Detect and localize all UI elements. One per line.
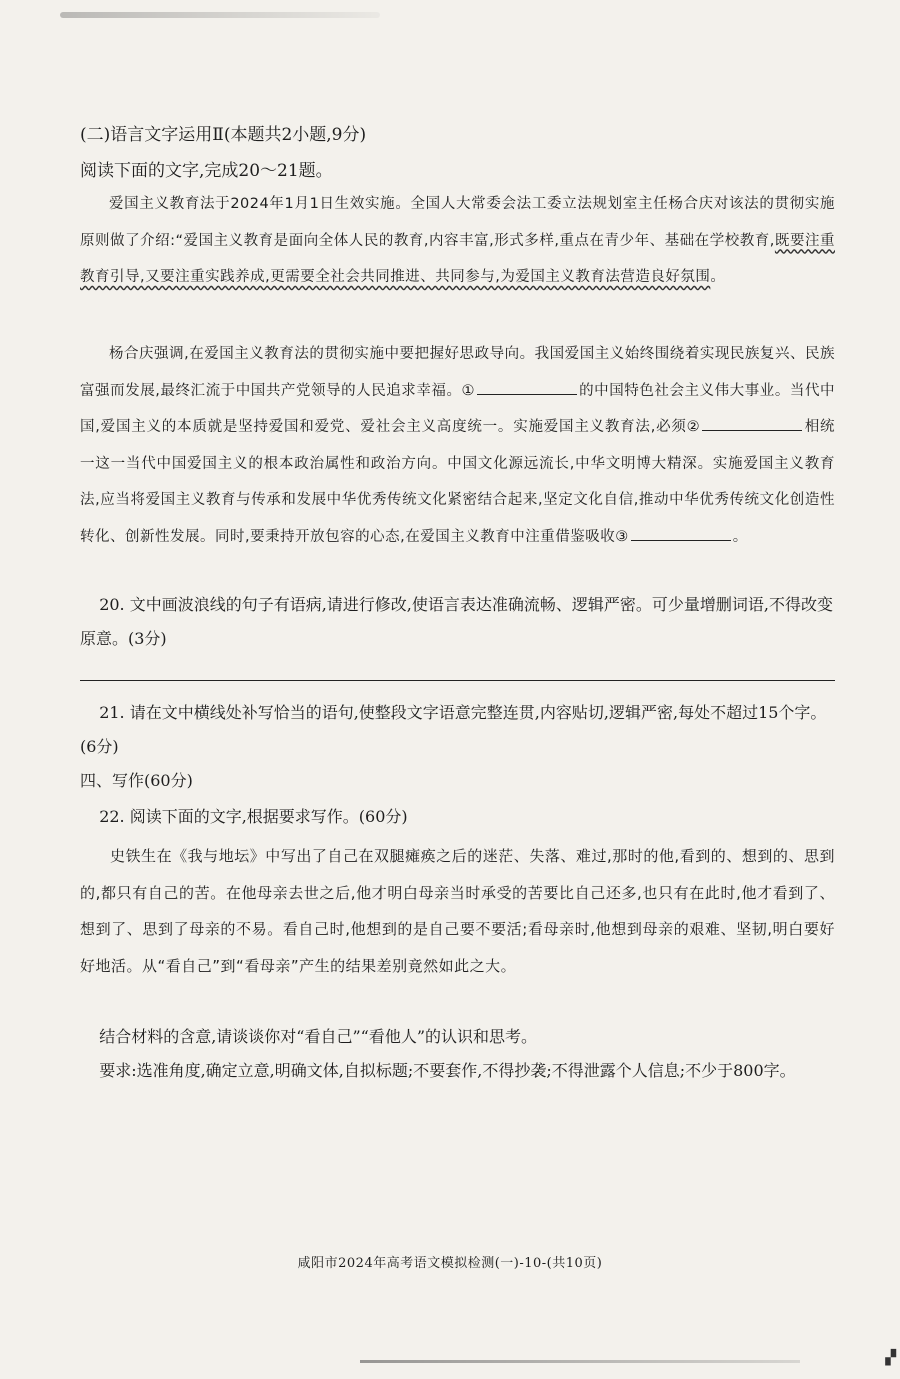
question-22: 22. 阅读下面的文字,根据要求写作。(60分)	[99, 807, 408, 826]
scan-edge-mark	[360, 1360, 800, 1363]
fill-blank-3[interactable]	[631, 526, 731, 541]
writing-requirements: 要求:选准角度,确定立意,明确文体,自拟标题;不要套作,不得抄袭;不得泄露个人信息;不少于800字。	[99, 1061, 796, 1080]
writing-prompt: 结合材料的含意,请谈谈你对“看自己”“看他人”的认识和思考。	[99, 1027, 537, 1046]
fill-blank-1[interactable]	[477, 380, 577, 395]
passage-paragraph-1	[80, 186, 835, 296]
question-21: 21. 请在文中横线处补写恰当的语句,使整段文字语意完整连贯,内容贴切,逻辑严密,每处不超过15个字。(6分)	[80, 703, 827, 756]
section-heading: (二)语言文字运用Ⅱ(本题共2小题,9分)	[80, 125, 367, 145]
passage-text: 爱国主义教育法于2024年1月1日生效实施。全国人大常委会法工委立法规划室主任杨合庆对该法的贯彻实施原则做了介绍:“爱国主义教育是面向全体人民的教育,内容丰富,形式多样,重点在青少年、基础在学校教育,	[80, 196, 835, 249]
answer-line-20[interactable]	[80, 680, 835, 681]
writing-material: 史铁生在《我与地坛》中写出了自己在双腿瘫痪之后的迷茫、失落、难过,那时的他,看到的、想到的、思到的,都只有自己的苦。在他母亲去世之后,他才明白母亲当时承受的苦要比自己还多,也只有在此时,他才看到了、想到了、思到了母亲的不易。看自己时,他想到的是自己要不要活;看母亲时,他想到母亲的艰难、坚韧,明白要好好地活。从“看自己”到“看母亲”产生的结果差别竟然如此之大。	[80, 847, 835, 975]
writing-section-heading: 四、写作(60分)	[80, 771, 193, 790]
corner-scan-mark-icon: ▞	[885, 1350, 896, 1366]
passage-text: 相统一这一当代中国爱国主义的根本政治属性和政治方向。中国文化源远流长,中华文明博大精深。实施爱国主义教育法,应当将爱国主义教育与传承和发展中华优秀传统文化紧密结合起来,坚定文化自信,推动中华优秀传统文化创造性转化、创新性发展。同时,要秉持开放包容的心态,在爱国主义教育中注重借鉴吸收③	[80, 419, 835, 545]
scan-smudge	[60, 12, 380, 18]
reading-instruction: 阅读下面的文字,完成20～21题。	[80, 161, 333, 181]
page-footer: 咸阳市2024年高考语文模拟检测(一)-10-(共10页)	[297, 1256, 603, 1271]
wavy-underlined-sentence: 既要注重教育引导,又要注重实践养成,更需要全社会共同推进、共同参与,为爱国主义教育法营造良好氛围	[80, 232, 835, 285]
passage-text: 。	[732, 528, 748, 545]
passage-text: 的中国特色社会主义伟大事业。当代中国,爱国主义的本质就是坚持爱国和爱党、爱社会主义高度统一。实施爱国主义教育法,必须②	[80, 382, 836, 435]
passage-text: 杨合庆强调,在爱国主义教育法的贯彻实施中要把握好思政导向。我国爱国主义始终围绕着实现民族复兴、民族富强而发展,最终汇流于中国共产党领导的人民追求幸福。①	[80, 346, 835, 399]
fill-blank-2[interactable]	[702, 416, 802, 431]
passage-text: 。	[710, 269, 726, 285]
question-20: 20. 文中画波浪线的句子有语病,请进行修改,使语言表达准确流畅、逻辑严密。可少量增删词语,不得改变原意。(3分)	[80, 595, 833, 648]
passage-paragraph-2	[80, 336, 835, 555]
